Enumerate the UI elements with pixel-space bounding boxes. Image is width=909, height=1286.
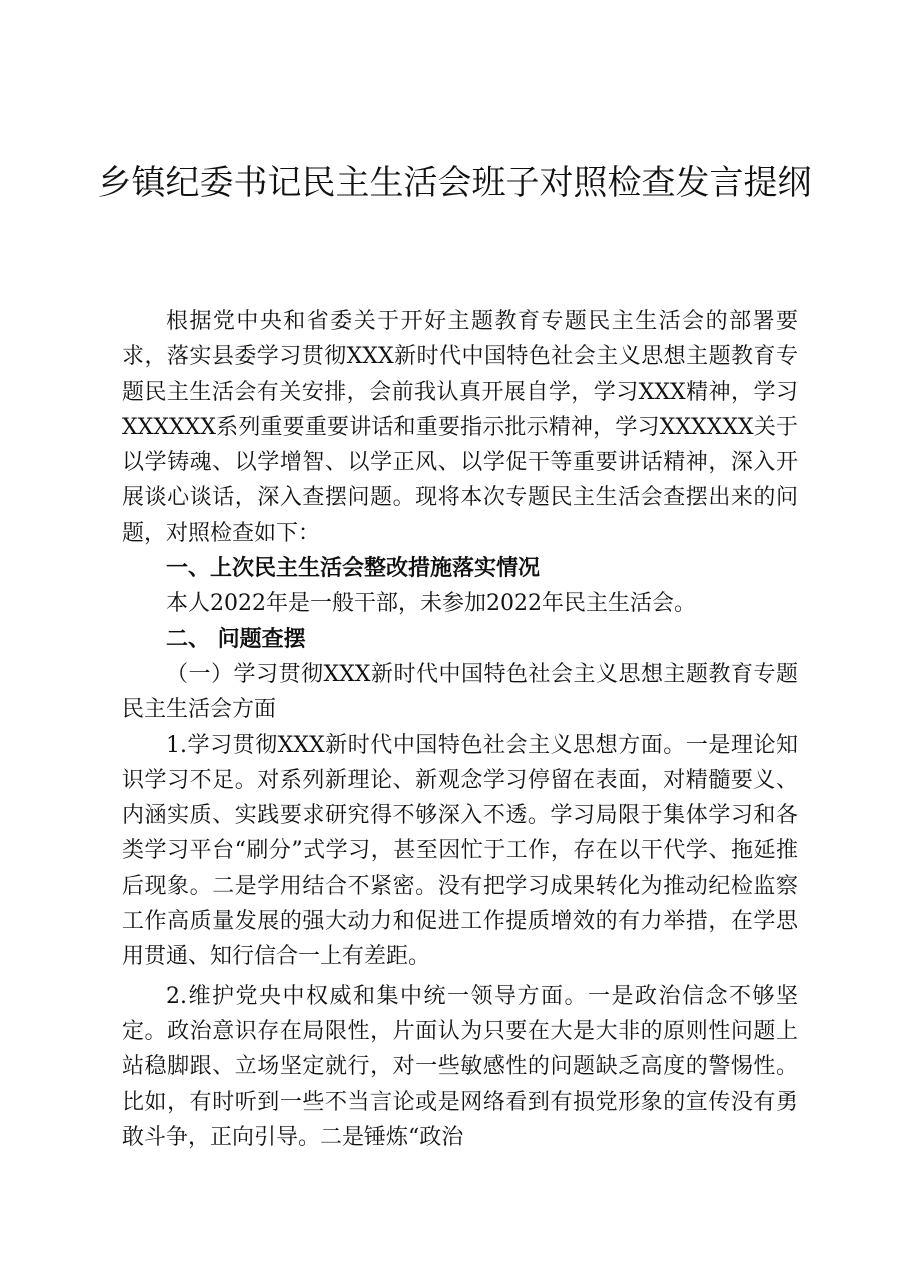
intro-paragraph: 根据党中央和省委关于开好主题教育专题民主生活会的部署要求，落实县委学习贯彻XXX新时代中国特色社会主义思想主题教育专题民主生活会有关安排，会前我认真开展自学，学习XXX精神，学习XXXXXX系列重要重要讲话和重要指示批示精神，学习XXXXXX关于以学铸魂、以学增智、以学正风、以学促干等重要讲话精神，深入开展谈心谈话，深入查摆问题。现将本次专题民主生活会查摆出来的问题，对照检查如下： <box>122 309 798 546</box>
document-body <box>122 304 798 1155</box>
section-heading-1: 一、上次民主生活会整改措施落实情况 <box>166 556 541 582</box>
document-title: 乡镇纪委书记民主生活会班子对照检查发言提纲 <box>97 163 812 203</box>
last-meeting-paragraph: 本人2022年是一般干部，未参加2022年民主生活会。 <box>166 591 696 617</box>
subsection-heading-1: （一）学习贯彻XXX新时代中国特色社会主义思想主题教育专题民主生活会方面 <box>122 661 798 723</box>
item-2-paragraph: 2.维护党央中权威和集中统一领导方面。一是政治信念不够坚定。政治意识存在局限性，片面认为只要在大是大非的原则性问题上站稳脚跟、立场坚定就行，对一些敏感性的问题缺乏高度的警惕性。比如，有时听到一些不当言论或是网络看到有损党形象的宣传没有勇敢斗争，正向引导。二是锤炼“政治 <box>122 983 798 1150</box>
section-heading-2: 二、 问题查摆 <box>166 626 306 652</box>
item-1-paragraph: 1.学习贯彻XXX新时代中国特色社会主义思想方面。一是理论知识学习不足。对系列新理论、新观念学习停留在表面，对精髓要义、内涵实质、实践要求研究得不够深入不透。学习局限于集体学习和各类学习平台“刷分”式学习，甚至因忙于工作，存在以干代学、拖延推后现象。二是学用结合不紧密。没有把学习成果转化为推动纪检监察工作高质量发展的强大动力和促进工作提质增效的有力举措，在学思用贯通、知行信合一上有差距。 <box>122 732 798 970</box>
